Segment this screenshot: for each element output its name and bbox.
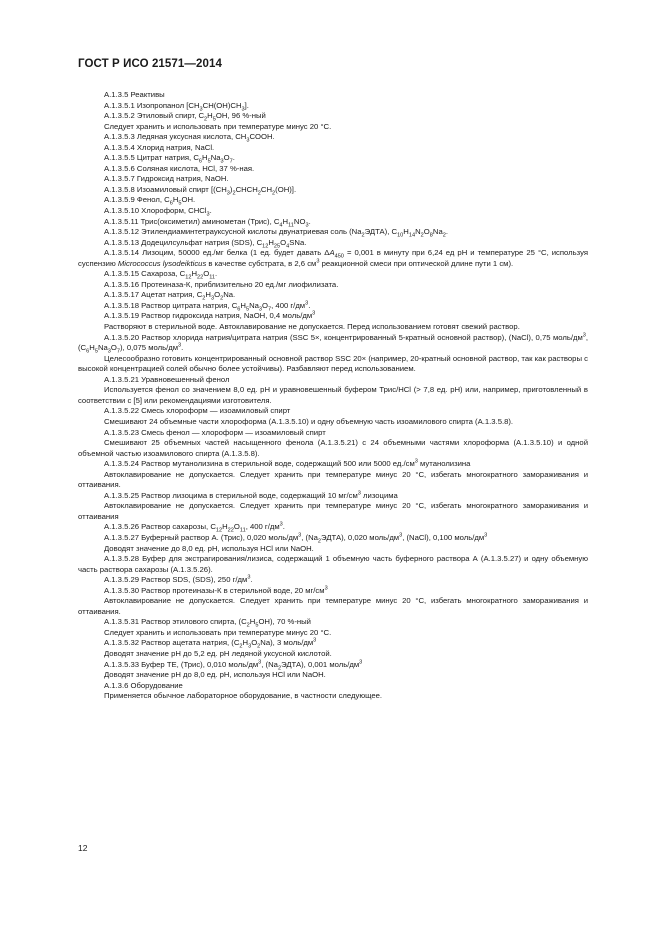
paragraph: А.1.3.5.20 Раствор хлорида натрия/цитрата натрия (SSC 5×, концентрированный 5-кратный основной раствор), (NaCl), 0,75 моль/$дм^3$, $(C_6H_5Na_3O_7)$, 0,075 моль/$дм^3$.: [78, 332, 588, 355]
paragraph: Растворяют в стерильной воде. Автоклавирование не допускается. Перед использованием готовят свежий раствор.: [104, 322, 520, 332]
list-item: А.1.3.5.33 Буфер ТЕ, (Трис), 0,010 моль/$дм^3$, $(Na_2ЭДТА)$, 0,001 моль/$дм^3$: [104, 658, 363, 672]
paragraph: Используется фенол со значением 8,0 ед. pH и уравновешенный буфером Трис/HCl (> 7,8 ед. pH) или, например, приготовленный в соответствии с [5] или рекомендациями изготовителя.: [78, 385, 588, 405]
list-item: Следует хранить и использовать при температуре минус 20 °С.: [104, 121, 332, 131]
list-item: А.1.3.5.8 Изоамиловый спирт $[(CH_3)_2CHCH_2CH_2(OH)]$.: [104, 184, 297, 197]
list-item: А.1.3.5.29 Раствор SDS, (SDS), 250 $г/дм^3$.: [104, 574, 253, 585]
list-item: А.1.3.5.21 Уравновешенный фенол: [104, 374, 230, 384]
list-item: Следует хранить и использовать при температуре минус 20 °С.: [104, 627, 332, 637]
list-item: А.1.3.5.7 Гидроксид натрия, NaOH.: [104, 174, 229, 184]
page-number: 12: [78, 843, 88, 853]
paragraph: Автоклавирование не допускается. Следует хранить при температуре минус 20 °С, избегать многократного замораживания и оттаивания: [78, 501, 588, 521]
paragraph: Смешивают 25 объемных частей насыщенного фенола (А.1.3.5.21) с 24 объемными частями хлороформа (А.1.3.5.10) и одной объемной частью изоамилового спирта (А.1.3.5.8).: [78, 438, 588, 458]
list-item: А.1.3.5.19 Раствор гидроксида натрия, NaOH, 0,4 моль/$дм^3$: [104, 310, 316, 321]
list-item: А.1.3.5.17 Ацетат натрия, $C_2H_3O_2Na$.: [104, 290, 236, 302]
list-item: А.1.3.6 Оборудование: [104, 680, 183, 690]
list-item: А.1.3.5.18 Раствор цитрата натрия, $C_6H_5Na_3O_7$, 400 $г/дм^3$.: [104, 300, 311, 313]
list-item: А.1.3.5.6 Соляная кислота, HCl, 37 %-ная.: [104, 163, 255, 173]
list-item: А.1.3.5.4 Хлорид натрия, NaCl.: [104, 142, 215, 152]
list-item: А.1.3.5.1 Изопропанол $[CH_3CH(OH)CH_3]$.: [104, 100, 249, 113]
list-item: А.1.3.5.25 Раствор лизоцима в стерильной воде, содержащий 10 $мг/см^3$ лизоцима: [104, 490, 398, 500]
list-item: А.1.3.5.5 Цитрат натрия, $C_6H_5Na_3O_7$.: [104, 153, 235, 165]
paragraph: А.1.3.5.28 Буфер для экстрагирования/лизиса, содержащий 1 объемную часть буферного раствора А (А.1.3.5.27) и одну объемную часть раствора сахарозы (А.1.3.5.26).: [78, 554, 588, 574]
list-item: Применяется обычное лабораторное оборудование, в частности следующее.: [104, 691, 383, 701]
list-item: А.1.3.5.11 Трис(оксиметил) аминометан (Трис), $C_4H_{11}NO_3$.: [104, 216, 311, 229]
list-item: А.1.3.5.3 Ледяная уксусная кислота, $CH_3COOH$.: [104, 132, 275, 144]
list-item: А.1.3.5.13 Додецилсульфат натрия (SDS), $C_{12}H_{25}O_4SNa$.: [104, 237, 307, 250]
list-item: А.1.3.5.27 Буферный раствор А. (Трис), 0,020 моль/$дм^3$, $(Na_2ЭДТА)$, 0,020 моль/$дм^3$, (NaCl), 0,100 моль/$дм^3$: [104, 532, 488, 545]
paragraph: Целесообразно готовить концентрированный основной раствор SSC 20× (например, 20-кратный основной раствор, так как растворы с высокой концентрацией солей обычно более устойчивы). Разбавляют перед использованием.: [78, 353, 588, 374]
list-item: А.1.3.5.16 Протеиназа-К, приблизительно 20 ед./мг лиофилизата.: [104, 279, 339, 289]
list-item: А.1.3.5.15 Сахароза, $C_{12}H_{22}O_{11}$.: [104, 269, 218, 281]
list-item: А.1.3.5 Реактивы: [104, 90, 165, 99]
list-item: А.1.3.5.24 Раствор мутанолизина в стерильной воде, содержащий 500 или 5000 $ед./см^3$ мутанолизина: [104, 458, 471, 469]
list-item: А.1.3.5.9 Фенол, $C_6H_5OH$.: [104, 195, 196, 207]
paragraph: Автоклавирование не допускается. Следует хранить при температуре минус 20 °С, избегать многократного замораживания и оттаивания.: [78, 469, 588, 490]
list-item: А.1.3.5.30 Раствор протеиназы-К в стерильной воде, 20 $мг/см^3$: [104, 585, 328, 595]
document-body: [78, 90, 588, 702]
list-item: А.1.3.5.31 Раствор этилового спирта, $(C_2H_5OH)$, 70 %-ный: [104, 617, 311, 629]
list-item: А.1.3.5.12 Этилендиаминтетрауксусной кислоты двунатриевая соль $(Na_2ЭДТА)$, $C_{10}H_{14}N_2O_8Na_2$.: [104, 227, 448, 239]
list-item: А.1.3.5.32 Раствор ацетата натрия, $(C_2H_3O_2Na)$, 3 моль/$дм^3$: [104, 637, 317, 650]
list-item: А.1.3.5.2 Этиловый спирт, $C_2H_5OH$, 96 %-ный: [104, 111, 266, 123]
paragraph: А.1.3.5.14 Лизоцим, 50000 ед./мг белка (1 ед. будет давать $\Delta A_{450} = 0,001$ в минуту при 6,24 ед pH и температуре 25 °С, используя суспензию Micrococcus lysodeikticus в качестве субстрата, в 2,6 $см^3$ реакционной смеси при оптической длине пути 1 см).: [78, 248, 589, 268]
list-item: Доводят значение до 8,0 ед. pH, используя HCl или NaOH.: [104, 543, 314, 553]
list-item: А.1.3.5.10 Хлороформ, CHCl$_3$.: [104, 206, 212, 218]
list-item: Доводят значение pH до 5,2 ед. pH ледяной уксусной кислотой.: [104, 648, 332, 658]
list-item: А.1.3.5.23 Смесь фенол — хлороформ — изоамиловый спирт: [104, 427, 326, 437]
list-item: А.1.3.5.26 Раствор сахарозы, $C_{12}H_{22}O_{11}$, 400 $г/дм^3$.: [104, 521, 285, 534]
document-header: ГОСТ Р ИСО 21571—2014: [78, 58, 223, 70]
list-item: Доводят значение pH до 8,0 ед. pH, используя HCl или NaOH.: [104, 670, 326, 680]
list-item: А.1.3.5.22 Смесь хлороформ — изоамиловый спирт: [104, 406, 291, 416]
paragraph: Смешивают 24 объемные части хлороформа (А.1.3.5.10) и одну объемную часть изоамилового спирта (А.1.3.5.8).: [104, 416, 514, 426]
paragraph: Автоклавирование не допускается. Следует хранить при температуре минус 20 °С, избегать многократного замораживания и оттаивания.: [78, 596, 588, 616]
